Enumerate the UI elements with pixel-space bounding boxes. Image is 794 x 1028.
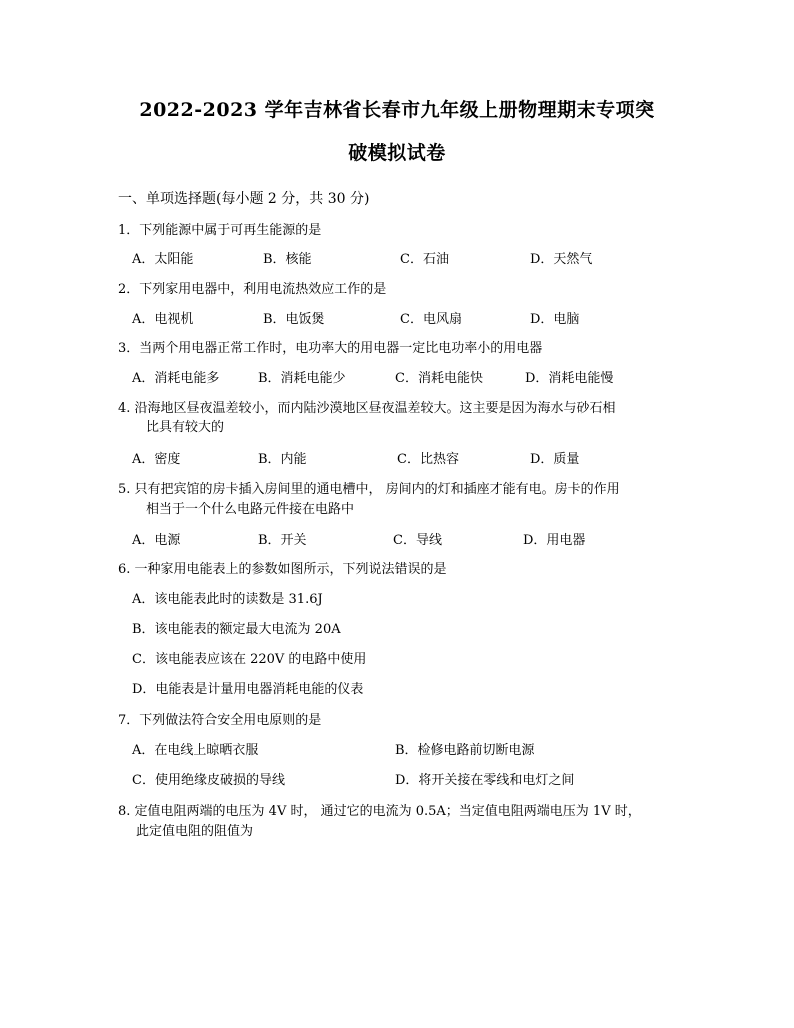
question-3-option-d: D．消耗电能慢: [525, 371, 614, 386]
question-6-option-a: A．该电能表此时的读数是 31.6J: [132, 592, 323, 607]
question-7-option-b: B．检修电路前切断电源: [395, 743, 535, 758]
question-5-option-c: C．导线: [393, 533, 442, 548]
question-1-text: 1．下列能源中属于可再生能源的是: [118, 223, 322, 238]
exam-title-line-1: 2022-2023 学年吉林省长春市九年级上册物理期末专项突: [139, 99, 655, 121]
question-5-option-b: B．开关: [258, 533, 307, 548]
question-5-text-line-1: 5. 只有把宾馆的房卡插入房间里的通电槽中， 房间内的灯和插座才能有电。房卡的作用: [118, 482, 620, 497]
question-3-option-a: A．消耗电能多: [132, 371, 220, 386]
question-7-option-c: C．使用绝缘皮破损的导线: [132, 773, 285, 788]
question-3-text: 3．当两个用电器正常工作时，电功率大的用电器一定比电功率小的用电器: [118, 341, 543, 356]
question-2-option-c: C．电风扇: [400, 312, 462, 327]
question-1-option-b: B．核能: [263, 252, 312, 267]
question-6-option-c: C．该电能表应该在 220V 的电路中使用: [132, 652, 367, 667]
question-3-option-c: C．消耗电能快: [395, 371, 483, 386]
question-6-option-b: B．该电能表的额定最大电流为 20A: [132, 622, 341, 637]
question-4-text-line-2: 比具有较大的: [146, 420, 225, 435]
question-8-text-line-2: 此定值电阻的阻值为: [136, 824, 254, 839]
question-2-text: 2．下列家用电器中，利用电流热效应工作的是: [118, 282, 387, 297]
question-2-option-d: D．电脑: [530, 312, 580, 327]
question-4-option-d: D．质量: [530, 452, 580, 467]
question-7-option-a: A．在电线上晾晒衣服: [132, 743, 259, 758]
question-1-option-a: A．太阳能: [132, 252, 194, 267]
question-6-text: 6. 一种家用电能表上的参数如图所示，下列说法错误的是: [118, 562, 447, 577]
question-5-option-d: D．用电器: [523, 533, 586, 548]
question-2-option-a: A．电视机: [132, 312, 194, 327]
question-4-option-b: B．内能: [258, 452, 307, 467]
question-8-text-line-1: 8. 定值电阻两端的电压为 4V 时， 通过它的电流为 0.5A；当定值电阻两端电压为 1V 时，: [118, 804, 641, 819]
question-2-option-b: B．电饭煲: [263, 312, 325, 327]
question-7-text: 7．下列做法符合安全用电原则的是: [118, 713, 322, 728]
exam-title-line-2: 破模拟试卷: [348, 142, 446, 164]
question-1-option-c: C．石油: [400, 252, 449, 267]
question-7-option-d: D．将开关接在零线和电灯之间: [395, 773, 575, 788]
question-4-option-a: A．密度: [132, 452, 181, 467]
question-3-option-b: B．消耗电能少: [258, 371, 346, 386]
question-1-option-d: D．天然气: [530, 252, 593, 267]
section-heading: 一、单项选择题(每小题 2 分，共 30 分): [118, 191, 370, 207]
question-4-option-c: C．比热容: [397, 452, 459, 467]
question-5-option-a: A．电源: [132, 533, 181, 548]
question-6-option-d: D．电能表是计量用电器消耗电能的仪表: [132, 682, 364, 697]
question-4-text-line-1: 4. 沿海地区昼夜温差较小，而内陆沙漠地区昼夜温差较大。这主要是因为海水与砂石相: [118, 401, 616, 416]
question-5-text-line-2: 相当于一个什么电路元件接在电路中: [146, 502, 355, 517]
